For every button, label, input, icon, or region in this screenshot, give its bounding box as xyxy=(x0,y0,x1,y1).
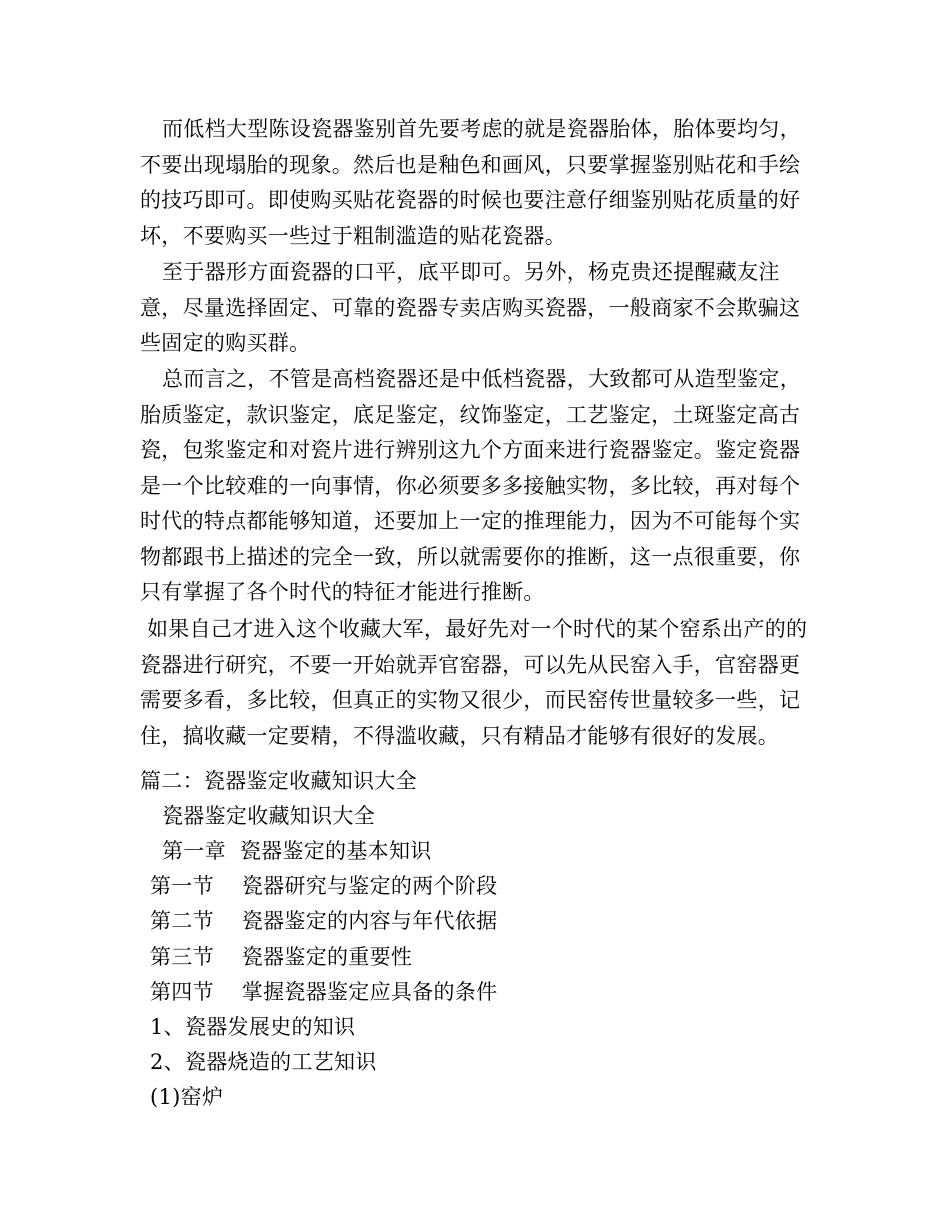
paragraph xyxy=(140,112,820,254)
list-item: (1)窑炉 xyxy=(150,1085,224,1109)
paragraph-text: 总而言之，不管是高档瓷器还是中低档瓷器，大致都可从造型鉴定，胎质鉴定，款识鉴定，底足鉴定，纹饰鉴定，工艺鉴定，土斑鉴定高古瓷，包浆鉴定和对瓷片进行辨别这九个方面来进行瓷器鉴定。鉴定瓷器是一个比较难的一向事情，你必须要多多接触实物，多比较，再对每个时代的特点都能够知道，还要加上一定的推理能力，因为不可能每个实物都跟书上描述的完全一致，所以就需要你的推断，这一点很重要，你只有掌握了各个时代的特征才能进行推断。 xyxy=(140,367,801,604)
paragraph-text: 而低档大型陈设瓷器鉴别首先要考虑的就是瓷器胎体，胎体要均匀，不要出现塌胎的现象。然后也是釉色和画风，只要掌握鉴别贴花和手绘的技巧即可。即使购买贴花瓷器的时候也要注意仔细鉴别贴花质量的好坏，不要购买一些过于粗制滥造的贴花瓷器。 xyxy=(140,117,801,248)
paragraph xyxy=(140,255,820,362)
section-line: 第三节 瓷器鉴定的重要性 xyxy=(150,945,413,969)
paragraph xyxy=(140,362,820,611)
section-line: 第一节 瓷器研究与鉴定的两个阶段 xyxy=(150,874,498,898)
section-heading: 篇二：瓷器鉴定收藏知识大全 xyxy=(140,769,417,793)
section-line: 第二节 瓷器鉴定的内容与年代依据 xyxy=(150,909,498,933)
paragraph-text: 至于器形方面瓷器的口平，底平即可。另外，杨克贵还提醒藏友注意，尽量选择固定、可靠的瓷器专卖店购买瓷器，一般商家不会欺骗这些固定的购买群。 xyxy=(140,260,801,355)
section-line: 第四节 掌握瓷器鉴定应具备的条件 xyxy=(150,980,498,1004)
document-title: 瓷器鉴定收藏知识大全 xyxy=(162,804,375,828)
paragraph-text: 如果自己才进入这个收藏大军，最好先对一个时代的某个窑系出产的的瓷器进行研究，不要一开始就弄官窑器，可以先从民窑入手，官窑器更需要多看，多比较，但真正的实物又很少，而民窑传世量较多一些，记住，搞收藏一定要精，不得滥收藏，只有精品才能够有很好的发展。 xyxy=(140,617,808,748)
paragraph xyxy=(140,612,820,754)
list-item: 1、瓷器发展史的知识 xyxy=(150,1015,356,1039)
list-item: 2、瓷器烧造的工艺知识 xyxy=(150,1050,377,1074)
chapter-heading: 第一章 瓷器鉴定的基本知识 xyxy=(162,839,432,863)
